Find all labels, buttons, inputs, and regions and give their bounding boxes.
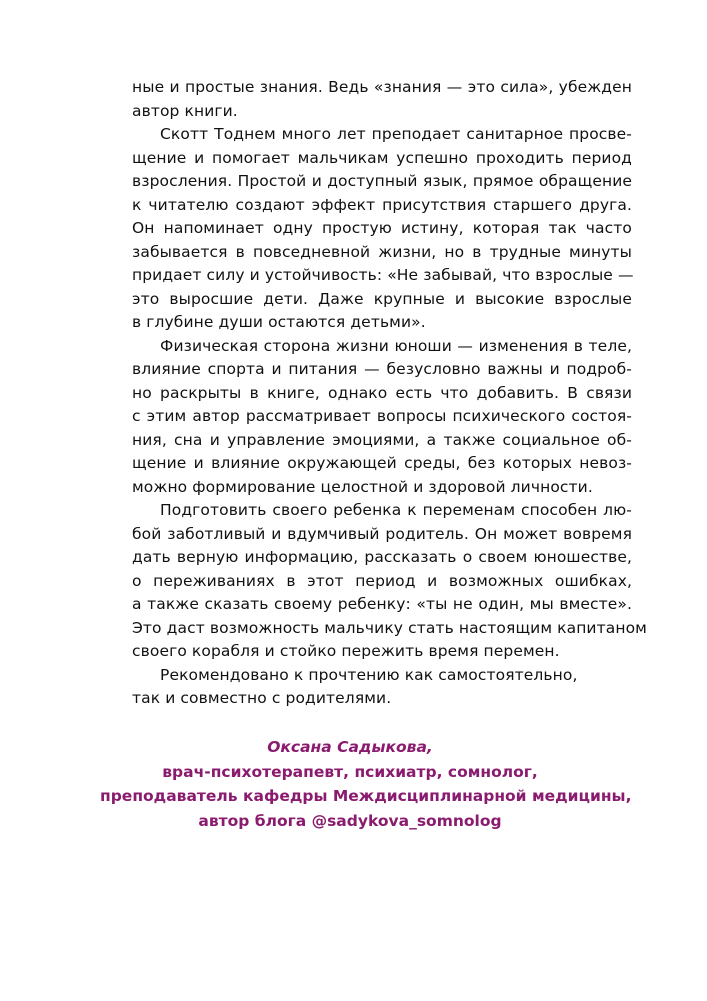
- text-line: влияние спорта и питания — безусловно важны и подроб-: [132, 360, 632, 378]
- text-line: забывается в повседневной жизни, но в трудные минуты: [132, 242, 632, 261]
- text-line: ния, сна и управление эмоциями, а также социальное об-: [132, 430, 632, 449]
- text-line: о переживаниях в этот период и возможных ошибках,: [132, 571, 632, 590]
- text-line: к читателю создают эффект присутствия старшего друга.: [132, 195, 632, 214]
- text-line: в глубине души остаются детьми».: [132, 313, 426, 331]
- text-line: щение и помогает мальчикам успешно проходить период: [132, 148, 632, 167]
- text-line: придает силу и устойчивость: «Не забывай, что взрослые —: [132, 266, 634, 284]
- text-line: можно формирование целостной и здоровой личности.: [132, 477, 593, 496]
- text-line: так и совместно с родителями.: [132, 689, 392, 707]
- text-line: автор книги.: [132, 101, 238, 120]
- author-signature: [100, 735, 632, 833]
- text-line: Физическая сторона жизни юноши — изменения в теле,: [160, 336, 632, 355]
- text-line: своего корабля и стойко пережить время перемен.: [132, 642, 560, 660]
- text-line: с этим автор рассматривает вопросы психического состоя-: [132, 407, 632, 425]
- signature-blog: автор блога @sadykova_somnolog: [198, 811, 502, 830]
- text-line: а также сказать своему ребенку: «ты не один, мы вместе».: [132, 595, 632, 613]
- text-line: Рекомендовано к прочтению как самостоятельно,: [160, 665, 578, 684]
- text-line: ные и простые знания. Ведь «знания — это сила», убежден: [132, 78, 632, 96]
- text-line: это выросшие дети. Даже крупные и высокие взрослые: [132, 289, 632, 308]
- text-line: бой заботливый и вдумчивый родитель. Он может вовремя: [132, 524, 632, 543]
- text-line: Подготовить своего ребенка к переменам способен лю-: [160, 501, 632, 519]
- signature-title: врач-психотерапевт, психиатр, сомнолог,: [162, 762, 538, 781]
- signature-name: Оксана Садыкова,: [267, 738, 433, 756]
- text-line: но раскрыты в книге, однако есть что добавить. В связи: [132, 383, 632, 402]
- signature-position: преподаватель кафедры Междисциплинарной медицины,: [100, 787, 632, 805]
- text-line: щение и влияние окружающей среды, без которых невоз-: [132, 454, 632, 472]
- text-line: Он напоминает одну простую истину, которая так часто: [132, 219, 632, 237]
- body-text: [132, 76, 647, 711]
- text-line: взросления. Простой и доступный язык, прямое обращение: [132, 172, 632, 190]
- text-line: Это даст возможность мальчику стать настоящим капитаном: [132, 618, 647, 637]
- text-line: Скотт Тоднем много лет преподает санитарное просве-: [160, 125, 632, 143]
- text-line: дать верную информацию, рассказать о своем юношестве,: [132, 548, 632, 566]
